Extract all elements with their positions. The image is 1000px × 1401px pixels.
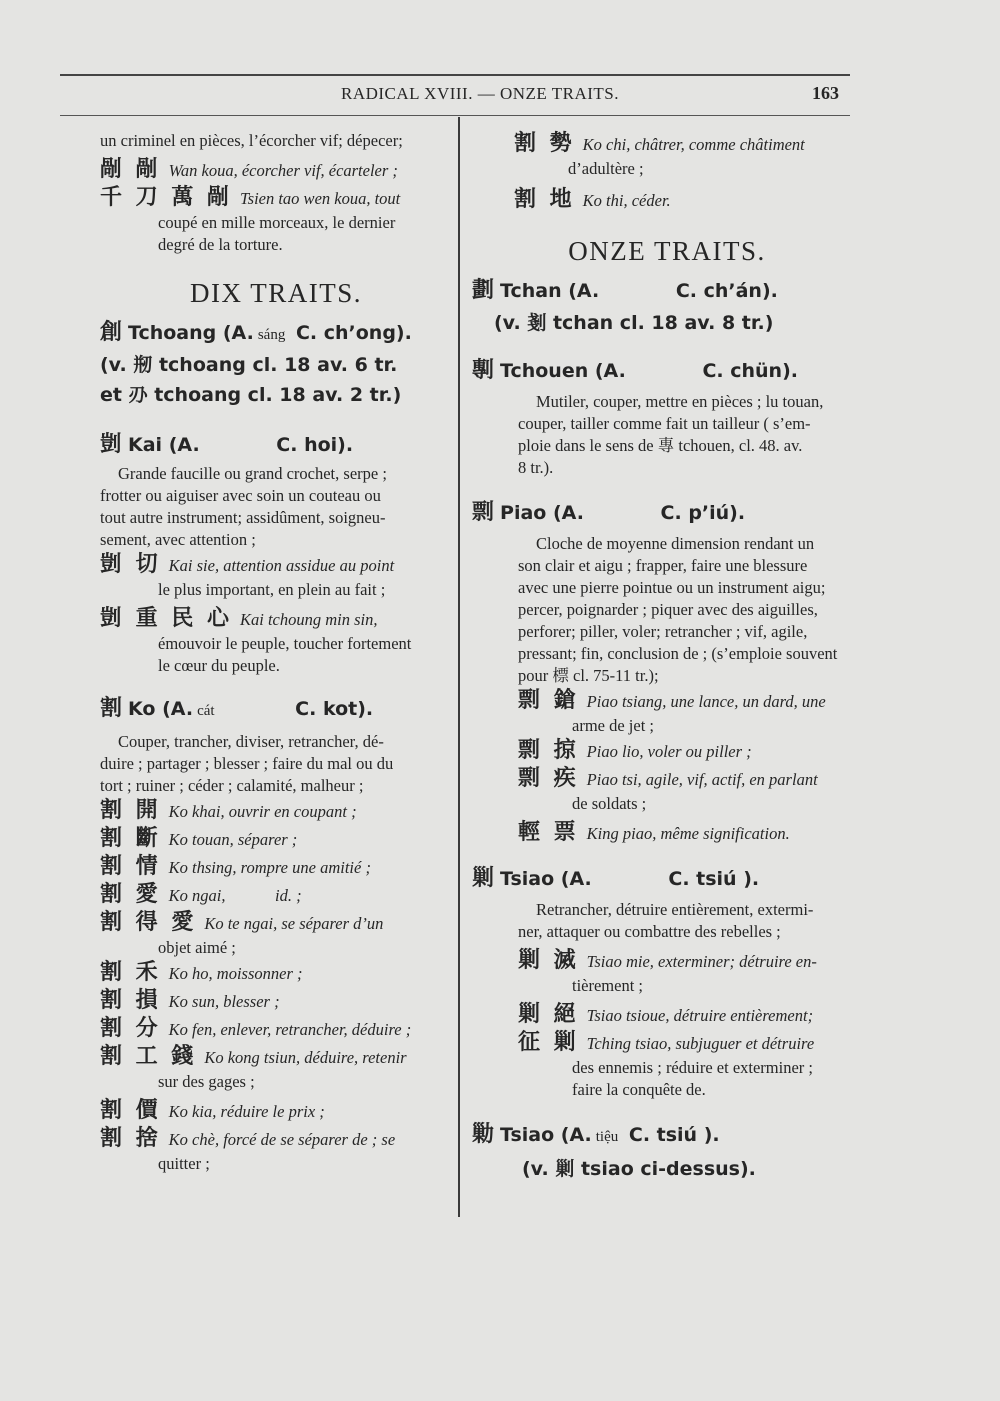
cantonese-reading: C. tsiú ).: [628, 1124, 720, 1146]
chinese-characters: 剽 鎗: [518, 688, 579, 713]
chinese-characters: 千 刀 萬 剮: [100, 185, 232, 210]
subentry-continuation: tièrement ;: [572, 976, 644, 995]
subentry-text: Ko chi, châtrer, comme châtiment: [582, 135, 805, 154]
subentry: [518, 737, 862, 765]
entry-heading-kai: [100, 431, 452, 459]
definition-line: Mutiler, couper, mettre en pièces ; lu touan,: [536, 392, 824, 411]
subentry-continuation: objet aimé ;: [158, 938, 236, 957]
definition-line: pressant; fin, conclusion de ; (s’emploie souvent: [518, 644, 838, 663]
chinese-characters: 割 工 錢: [100, 1044, 197, 1069]
headword: Tchan: [500, 280, 562, 302]
headword: Piao: [500, 502, 547, 524]
chinese-characters: 割 價: [100, 1098, 161, 1123]
chinese-characters: 割 損: [100, 988, 161, 1013]
subentry: [514, 186, 862, 214]
chinese-characters: 剽 疾: [518, 766, 579, 791]
chinese-characters: 割 分: [100, 1016, 161, 1041]
definition-line: sement, avec attention ;: [100, 530, 256, 549]
chinese-characters: 剿 滅: [518, 948, 579, 973]
chinese-characters: 輕 票: [518, 820, 579, 845]
definition-line: ner, attaquer ou combattre des rebelles ;: [518, 922, 781, 941]
variant-line: (v. 剿 tsiao ci-dessus).: [522, 1158, 756, 1180]
chinese-characters: 割 地: [514, 187, 575, 212]
headword-character: 劃: [472, 278, 495, 303]
subentry-continuation: sur des gages ;: [158, 1072, 255, 1091]
subentry: [518, 1001, 862, 1029]
entry-heading-tsiao-2: [472, 1121, 862, 1151]
subentry-continuation: faire la conquête de.: [572, 1080, 706, 1099]
definition-line: percer, poignarder ; piquer avec des aiguilles,: [518, 600, 818, 619]
annamite-label: (A.: [168, 434, 200, 456]
subentry-text: Kai sie, attention assidue au point: [168, 556, 395, 575]
entry-heading-tchoang: [100, 319, 452, 349]
annamite-label: (A.: [552, 502, 584, 524]
definition: [100, 731, 452, 797]
annamite-label: (A.: [222, 322, 254, 344]
subentry-text: Tsiao mie, exterminer; détruire en-: [586, 952, 817, 971]
entry-heading-tsiao: [472, 865, 862, 893]
entry-heading-ko: [100, 695, 452, 725]
subentry: [518, 687, 862, 715]
definition: [472, 899, 862, 943]
section-title: ONZE TRAITS.: [568, 236, 766, 266]
subentry-text: Ko khai, ouvrir en coupant ;: [168, 802, 357, 821]
headword: Kai: [128, 434, 163, 456]
variant-line: (v. 剗 tchan cl. 18 av. 8 tr.): [494, 312, 774, 334]
headword: Tchoang: [128, 322, 217, 344]
chinese-characters: 割 斷: [100, 826, 161, 851]
subentry: [518, 765, 862, 793]
subentry: [100, 909, 452, 937]
chinese-characters: 割 愛: [100, 882, 161, 907]
cantonese-reading: C. kot).: [295, 698, 374, 720]
annamite-label: (A.: [560, 868, 592, 890]
definition-line: tout autre instrument; assidûment, soigneu-: [100, 508, 386, 527]
subentry: [518, 819, 862, 847]
headword: Tsiao: [500, 868, 555, 890]
subentry: [100, 1015, 452, 1043]
definition-line: couper, tailler comme fait un tailleur ( s’em-: [518, 414, 811, 433]
column-divider: [458, 117, 460, 1217]
headword: Tsiao: [500, 1124, 555, 1146]
entry-heading-tchouen: [472, 357, 862, 385]
subentry-continuation: arme de jet ;: [572, 716, 655, 735]
headword-character: 剿: [472, 866, 495, 891]
running-head: RADICAL XVIII. — ONZE TRAITS.: [341, 84, 619, 103]
subentry-continuation: d’adultère ;: [568, 159, 644, 178]
definition-line: ploie dans le sens de 專 tchouen, cl. 48. av.: [518, 436, 803, 455]
chinese-characters: 割 開: [100, 798, 161, 823]
headword: Tchouen: [500, 360, 589, 382]
subentry-continuation: le cœur du peuple.: [158, 656, 280, 675]
chinese-characters: 割 勢: [514, 131, 575, 156]
cantonese-reading: C. chün).: [702, 360, 798, 382]
chinese-characters: 割 情: [100, 854, 161, 879]
subentry: [100, 1125, 452, 1153]
subentry: [100, 156, 452, 184]
definition-line: Grande faucille ou grand crochet, serpe ;: [118, 464, 387, 483]
subentry-text: Ko chè, forcé de se séparer de ; se: [168, 1130, 396, 1149]
subentry-continuation: degré de la torture.: [158, 235, 283, 254]
definition-line: Cloche de moyenne dimension rendant un: [536, 534, 815, 553]
subentry: [518, 1029, 862, 1057]
subentry-text: Ko ho, moissonner ;: [168, 964, 303, 983]
chinese-characters: 剴 重 民 心: [100, 606, 232, 631]
subentry-text: Ko te ngai, se séparer d’un: [204, 914, 384, 933]
subentry-continuation: de soldats ;: [572, 794, 647, 813]
subentry: [100, 959, 452, 987]
definition: [472, 391, 862, 479]
annamite-label: (A.: [560, 1124, 592, 1146]
subentry: [100, 605, 452, 633]
definition-line: tort ; ruiner ; céder ; calamité, malheur ;: [100, 776, 364, 795]
subentry: [100, 1097, 452, 1125]
definition-line: avec une pierre pointue ou un instrument aigu;: [518, 578, 826, 597]
subentry-text: Piao tsiang, une lance, un dard, une: [586, 692, 826, 711]
definition-line: perforer; piller, voler; retrancher ; vif, agile,: [518, 622, 808, 641]
cantonese-reading: C. p’iú).: [660, 502, 746, 524]
subentry-text: Piao tsi, agile, vif, actif, en parlant: [586, 770, 818, 789]
cantonese-reading: C. ch’án).: [675, 280, 778, 302]
subentry-continuation: quitter ;: [158, 1154, 210, 1173]
subentry-text: Tsien tao wen koua, tout: [239, 189, 401, 208]
subentry: [100, 853, 452, 881]
left-column: [100, 130, 452, 1175]
subentry-text: Ko kong tsiun, déduire, retenir: [204, 1048, 407, 1067]
subentry: [100, 881, 452, 909]
subentry-text: King piao, même signification.: [586, 824, 790, 843]
subentry: [100, 797, 452, 825]
chinese-characters: 剴 切: [100, 552, 161, 577]
definition-line: duire ; partager ; blesser ; faire du mal ou du: [100, 754, 394, 773]
continuation-line: un criminel en pièces, l’écorcher vif; dépecer;: [100, 131, 403, 150]
annamite-label: (A.: [162, 698, 194, 720]
subentry-text: Ko thsing, rompre une amitié ;: [168, 858, 371, 877]
annamite-label: (A.: [594, 360, 626, 382]
headword-character: 剸: [472, 358, 495, 383]
definition: [100, 463, 452, 551]
chinese-characters: 剽 掠: [518, 738, 579, 763]
subentry-text: Ko ngai, id. ;: [168, 886, 302, 905]
headword-character: 割: [100, 696, 123, 721]
subentry-text: Ko sun, blesser ;: [168, 992, 280, 1011]
chinese-characters: 剿 絕: [518, 1002, 579, 1027]
definition-line: frotter ou aiguiser avec soin un couteau ou: [100, 486, 381, 505]
subentry-text: Tsiao tsioue, détruire entièrement;: [586, 1006, 814, 1025]
variant-line: (v. 剏 tchoang cl. 18 av. 6 tr.: [100, 354, 398, 376]
subentry-text: Ko kia, réduire le prix ;: [168, 1102, 325, 1121]
annamite-reading: sáng: [257, 327, 286, 343]
chinese-characters: 割 禾: [100, 960, 161, 985]
subentry: [518, 947, 862, 975]
subentry: [514, 130, 862, 158]
chinese-characters: 割 捨: [100, 1126, 161, 1151]
subentry-text: Ko touan, séparer ;: [168, 830, 298, 849]
header-rule: [60, 115, 850, 116]
headword: Ko: [128, 698, 156, 720]
headword-character: 勦: [472, 1122, 495, 1147]
subentry-text: Piao lio, voler ou piller ;: [586, 742, 752, 761]
entry-heading-tchan: [472, 277, 862, 305]
cantonese-reading: C. ch’ong).: [295, 322, 412, 344]
subentry: [100, 987, 452, 1015]
headword-character: 剴: [100, 432, 123, 457]
definition: [472, 533, 862, 687]
definition-line: pour 標 cl. 75-11 tr.);: [518, 666, 659, 685]
subentry-text: Ko thi, céder.: [582, 191, 671, 210]
top-rule: [60, 74, 850, 76]
cantonese-reading: C. tsiú ).: [668, 868, 760, 890]
subentry-continuation: coupé en mille morceaux, le dernier: [158, 213, 396, 232]
variant-line: et 刅 tchoang cl. 18 av. 2 tr.): [100, 384, 402, 406]
annamite-label: (A.: [568, 280, 600, 302]
definition-line: son clair et aigu ; frapper, faire une blessure: [518, 556, 808, 575]
chinese-characters: 剮 剮: [100, 157, 161, 182]
annamite-reading: cát: [197, 703, 215, 719]
definition-line: Retrancher, détruire entièrement, extermi-: [536, 900, 814, 919]
subentry: [100, 184, 452, 212]
subentry: [100, 1043, 452, 1071]
entry-heading-piao: [472, 499, 862, 527]
headword-character: 創: [100, 320, 123, 345]
cantonese-reading: C. hoi).: [276, 434, 354, 456]
right-column: [472, 130, 862, 1183]
definition-line: 8 tr.).: [518, 458, 554, 477]
subentry: [100, 825, 452, 853]
definition-line: Couper, trancher, diviser, retrancher, dé-: [118, 732, 384, 751]
chinese-characters: 割 得 愛: [100, 910, 197, 935]
section-title: DIX TRAITS.: [189, 278, 362, 308]
subentry: [100, 551, 452, 579]
subentry-text: Kai tchoung min sin,: [239, 610, 378, 629]
subentry-text: Wan koua, écorcher vif, écarteler ;: [168, 161, 398, 180]
subentry-continuation: émouvoir le peuple, toucher fortement: [158, 634, 412, 653]
subentry-continuation: des ennemis ; réduire et exterminer ;: [572, 1058, 813, 1077]
annamite-reading: tiệu: [595, 1129, 619, 1145]
subentry-text: Tching tsiao, subjuguer et détruire: [586, 1034, 815, 1053]
chinese-characters: 征 剿: [518, 1030, 579, 1055]
subentry-continuation: le plus important, en plein au fait ;: [158, 580, 386, 599]
headword-character: 剽: [472, 500, 495, 525]
page-number: 163: [812, 83, 839, 103]
subentry-text: Ko fen, enlever, retrancher, déduire ;: [168, 1020, 412, 1039]
